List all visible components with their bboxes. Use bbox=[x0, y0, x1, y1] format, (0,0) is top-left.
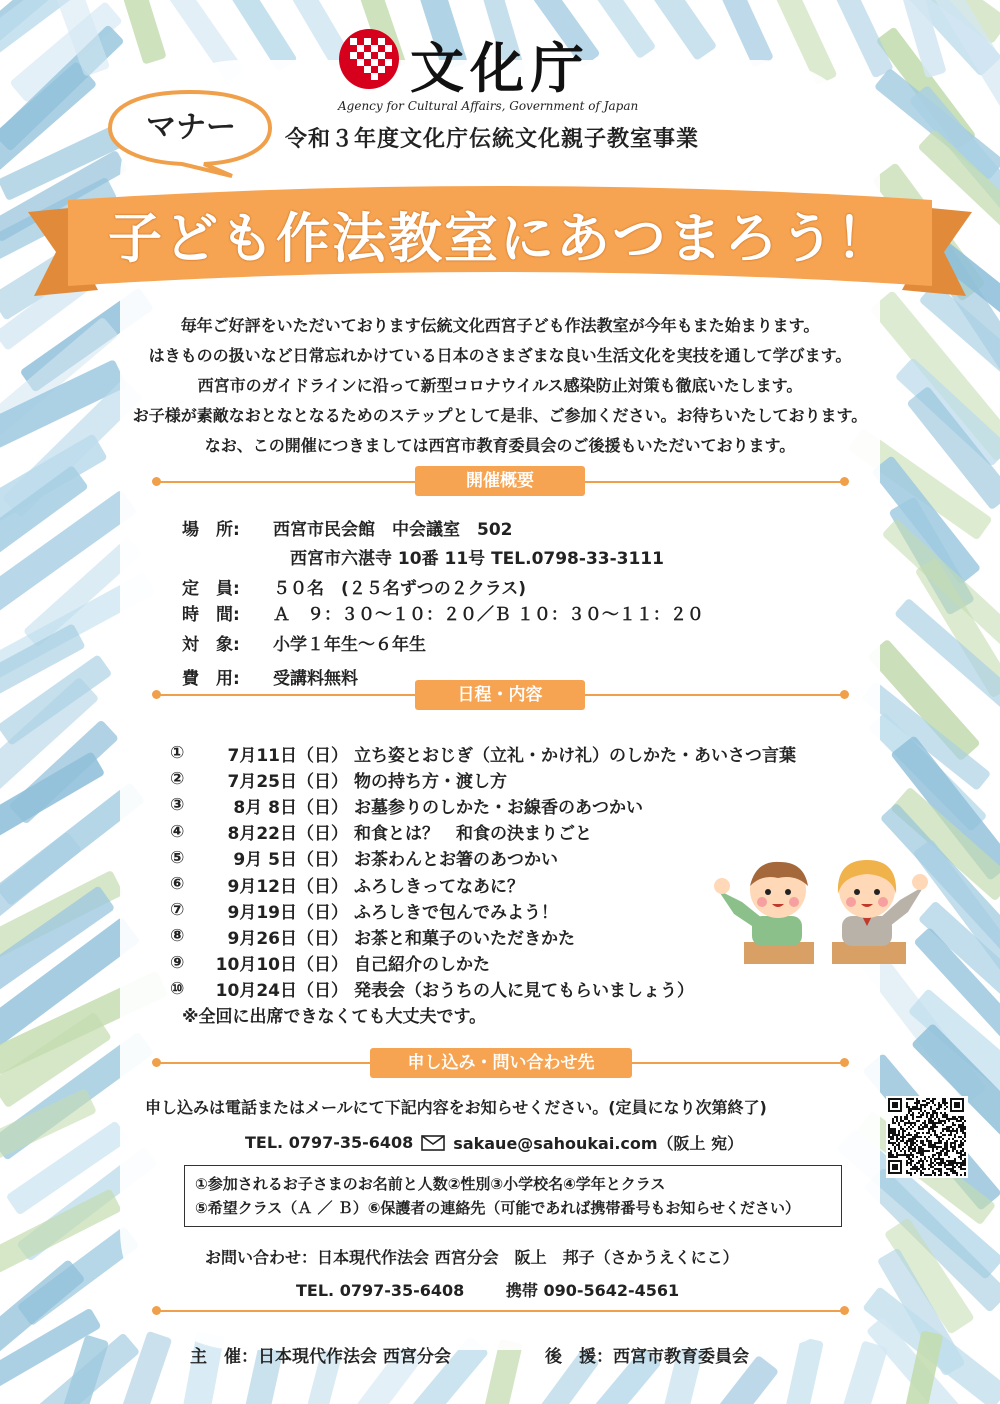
schedule-row bbox=[170, 976, 870, 1002]
schedule-title: ふろしきで包んでみよう！ bbox=[354, 902, 558, 923]
supporter: 後 援：西宮市教育委員会 bbox=[545, 1347, 749, 1367]
children-illustration bbox=[712, 856, 930, 966]
time-value: Ａ ９：３０～１０：２０／Ｂ １０：３０～１１：２０ bbox=[273, 605, 704, 625]
schedule-title: 立ち姿とおじぎ（立礼・かけ礼）のしかた・あいさつ言葉 bbox=[354, 745, 796, 766]
schedule-title: 物の持ち方・渡し方 bbox=[354, 771, 507, 792]
schedule-number: ⑤ bbox=[170, 847, 185, 868]
fee-value: 受講料無料 bbox=[273, 669, 358, 689]
schedule-number: ① bbox=[170, 743, 185, 764]
schedule-number: ⑧ bbox=[170, 926, 185, 947]
schedule-number: ⑥ bbox=[170, 874, 185, 895]
schedule-title: 和食とは？ 和食の決まりごと bbox=[354, 824, 592, 845]
mail-icon bbox=[421, 1135, 445, 1151]
section-divider-dot bbox=[840, 477, 849, 486]
schedule-date: 10月10日（日） bbox=[215, 955, 348, 976]
capacity-value: ５０名 (２５名ずつの２クラス) bbox=[273, 579, 527, 599]
schedule-note: ※全回に出席できなくても大丈夫です。 bbox=[182, 1007, 487, 1027]
schedule-date: 9月12日（日） bbox=[227, 876, 348, 897]
intro-line: なお、この開催につきましては西宮市教育委員会のご後援もいただいております。 bbox=[204, 436, 796, 455]
schedule-date: 9月19日（日） bbox=[227, 902, 348, 923]
required-info-box bbox=[184, 1165, 842, 1227]
capacity-label: 定 員: bbox=[182, 579, 240, 599]
fee-label: 費 用: bbox=[182, 669, 240, 689]
schedule-title: ふろしきってなあに？ bbox=[354, 876, 524, 897]
section-header-contact: 申し込み・問い合わせ先 bbox=[370, 1048, 632, 1078]
time-label: 時 間: bbox=[182, 605, 240, 625]
page-title: 子ども作法教室にあつまろう！ bbox=[108, 206, 892, 270]
manner-label: マナー bbox=[146, 110, 236, 145]
inquiry-phones bbox=[296, 1278, 715, 1301]
schedule-date: 7月11日（日） bbox=[227, 745, 348, 766]
venue-value: 西宮市民会館 中会議室 502 bbox=[273, 520, 513, 540]
schedule-title: お墓参りのしかた・お線香のあつかい bbox=[354, 797, 643, 818]
agency-logo-title: 文化庁 bbox=[410, 36, 590, 100]
section-header-schedule: 日程・内容 bbox=[415, 680, 585, 710]
section-divider-dot bbox=[840, 1058, 849, 1067]
section-divider-line bbox=[158, 1310, 844, 1312]
venue-address: 西宮市六湛寺 10番 11号 TEL.0798-33-3111 bbox=[290, 549, 664, 569]
target-label: 対 象: bbox=[182, 635, 240, 655]
section-divider-dot bbox=[840, 690, 849, 699]
schedule-date: 9月 5日（日） bbox=[233, 850, 348, 871]
intro-paragraph bbox=[110, 311, 890, 461]
schedule-date: 8月22日（日） bbox=[227, 824, 348, 845]
contact-email[interactable]: sakaue@sahoukai.com（阪上 宛） bbox=[453, 1134, 744, 1153]
schedule-row bbox=[170, 766, 870, 792]
schedule-number: ④ bbox=[170, 821, 185, 842]
schedule-row bbox=[170, 792, 870, 818]
required-info-line: ①参加されるお子さまのお名前と人数②性別③小学校名④学年とクラス bbox=[195, 1175, 666, 1193]
organizer: 主 催：日本現代作法会 西宮分会 bbox=[190, 1347, 451, 1367]
venue-label: 場 所: bbox=[182, 520, 240, 540]
inquiry-contact: お問い合わせ：日本現代作法会 西宮分会 阪上 邦子（さかうえくにこ） bbox=[205, 1248, 739, 1267]
schedule-number: ② bbox=[170, 769, 185, 790]
schedule-title: 自己紹介のしかた bbox=[354, 955, 490, 976]
required-info-line: ⑤希望クラス（Ａ ／ Ｂ）⑥保護者の連絡先（可能であれば携帯番号もお知らせください） bbox=[195, 1199, 800, 1217]
contact-tel[interactable]: TEL. 0797-35-6408 bbox=[245, 1133, 414, 1152]
schedule-title: お茶わんとお箸のあつかい bbox=[354, 850, 558, 871]
intro-line: はきものの扱いなど日常忘れかけている日本のさまざまな良い生活文化を実技を通して学びます。 bbox=[148, 346, 852, 365]
schedule-number: ⑦ bbox=[170, 900, 185, 921]
apply-instructions: 申し込みは電話またはメールにて下記内容をお知らせください。(定員になり次第終了) bbox=[145, 1098, 767, 1117]
target-value: 小学１年生～６年生 bbox=[273, 635, 426, 655]
schedule-date: 9月26日（日） bbox=[227, 928, 348, 949]
schedule-date: 10月24日（日） bbox=[215, 981, 348, 1002]
schedule-number: ⑩ bbox=[170, 978, 185, 999]
schedule-title: お茶と和菓子のいただきかた bbox=[354, 928, 575, 949]
intro-line: お子様が素敵なおとなとなるためのステップとして是非、ご参加ください。お待ちいたしております。 bbox=[132, 406, 868, 425]
program-subtitle: 令和３年度文化庁伝統文化親子教室事業 bbox=[285, 127, 700, 152]
section-header-overview: 開催概要 bbox=[415, 466, 585, 496]
schedule-row bbox=[170, 819, 870, 845]
inquiry-mobile[interactable]: 携帯 090-5642-4561 bbox=[505, 1281, 680, 1300]
inquiry-tel[interactable]: TEL. 0797-35-6408 bbox=[296, 1281, 465, 1300]
agency-logo-english: Agency for Cultural Affairs, Government of Japan bbox=[338, 99, 639, 113]
schedule-number: ⑨ bbox=[170, 952, 185, 973]
schedule-date: 7月25日（日） bbox=[227, 771, 348, 792]
qr-code-icon[interactable] bbox=[886, 1096, 968, 1178]
contact-line bbox=[245, 1131, 743, 1154]
schedule-title: 発表会（おうちの人に見てもらいましょう） bbox=[354, 981, 694, 1002]
schedule-number: ③ bbox=[170, 795, 185, 816]
intro-line: 西宮市のガイドラインに沿って新型コロナウイルス感染防止対策も徹底いたします。 bbox=[197, 376, 803, 395]
section-divider-dot bbox=[840, 1306, 849, 1315]
schedule-row bbox=[170, 740, 870, 766]
agency-logo-mark-icon bbox=[338, 28, 400, 90]
schedule-date: 8月 8日（日） bbox=[233, 797, 348, 818]
intro-line: 毎年ご好評をいただいております伝統文化西宮子ども作法教室が今年もまた始まります。 bbox=[180, 316, 820, 335]
